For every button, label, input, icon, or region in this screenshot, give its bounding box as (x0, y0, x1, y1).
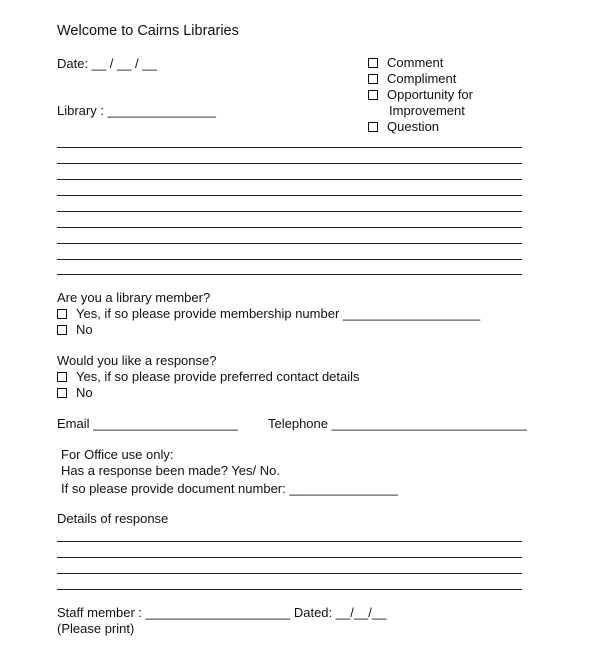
membership-no-option[interactable] (57, 322, 93, 338)
checkbox[interactable] (368, 58, 378, 68)
writing-line[interactable] (57, 541, 522, 542)
feedback-option-question[interactable] (368, 119, 439, 135)
staff-member-field[interactable]: Staff member : ____________________ Dated: __/__/__ (57, 605, 387, 620)
feedback-option-compliment[interactable] (368, 71, 456, 87)
writing-line[interactable] (57, 227, 522, 228)
form-title: Welcome to Cairns Libraries (57, 23, 239, 39)
checkbox[interactable] (57, 325, 67, 335)
office-heading: For Office use only: (61, 447, 174, 462)
option-label: No (76, 385, 93, 400)
writing-line[interactable] (57, 259, 522, 260)
office-response-made: Has a response been made? Yes/ No. (61, 463, 280, 478)
response-question: Would you like a response? (57, 353, 217, 368)
checkbox[interactable] (368, 90, 378, 100)
option-label: Yes, if so please provide preferred contact details (76, 369, 360, 384)
option-label: No (76, 322, 93, 337)
writing-line[interactable] (57, 589, 522, 590)
option-label: Comment (387, 55, 444, 70)
checkbox[interactable] (368, 74, 378, 84)
option-label: Opportunity for (387, 87, 473, 102)
option-label: Question (387, 119, 440, 134)
document-number-field[interactable]: If so please provide document number: _______________ (61, 481, 398, 496)
writing-line[interactable] (57, 274, 522, 275)
writing-line[interactable] (57, 573, 522, 574)
checkbox[interactable] (57, 372, 67, 382)
response-no-option[interactable] (57, 385, 93, 401)
writing-line[interactable] (57, 211, 522, 212)
writing-line[interactable] (57, 179, 522, 180)
membership-yes-option[interactable] (57, 306, 480, 322)
checkbox[interactable] (57, 388, 67, 398)
writing-line[interactable] (57, 557, 522, 558)
please-print-note: (Please print) (57, 621, 135, 636)
details-heading: Details of response (57, 511, 169, 526)
option-label: Yes, if so please provide membership number ___________________ (76, 306, 481, 321)
library-field[interactable]: Library : _______________ (57, 103, 217, 118)
telephone-field[interactable]: Telephone ___________________________ (268, 416, 527, 431)
writing-line[interactable] (57, 243, 522, 244)
option-label: Compliment (387, 71, 457, 86)
date-field[interactable]: Date: __ / __ / __ (57, 56, 157, 71)
writing-line[interactable] (57, 195, 522, 196)
feedback-option-comment[interactable] (368, 55, 443, 71)
checkbox[interactable] (368, 122, 378, 132)
checkbox[interactable] (57, 309, 67, 319)
membership-question: Are you a library member? (57, 290, 211, 305)
writing-line[interactable] (57, 163, 522, 164)
response-yes-option[interactable] (57, 369, 360, 385)
writing-line[interactable] (57, 147, 522, 148)
feedback-option-opportunity[interactable] (368, 87, 473, 103)
option-label-continued: Improvement (389, 103, 465, 118)
email-field[interactable]: Email ____________________ (57, 416, 238, 431)
